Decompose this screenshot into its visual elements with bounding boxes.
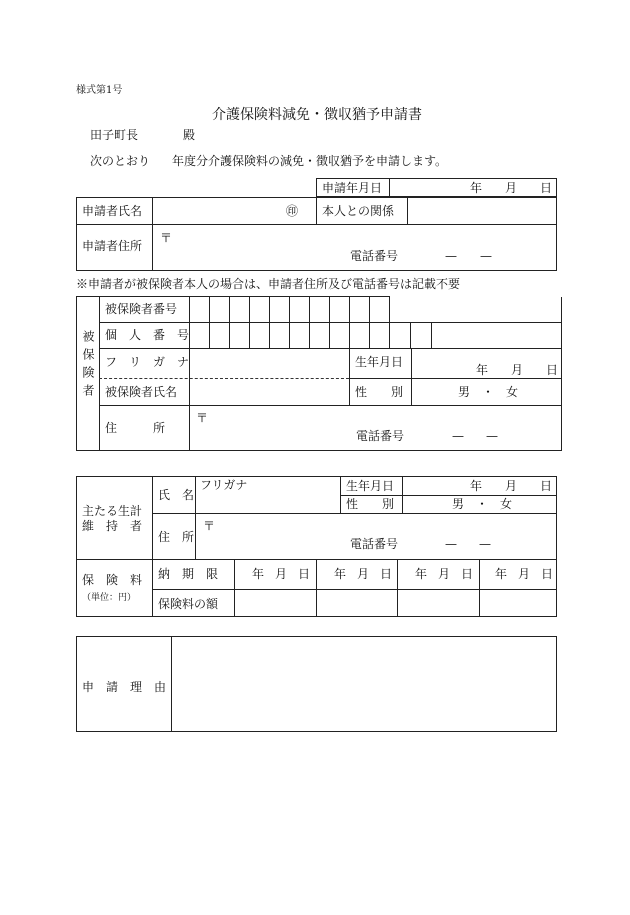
birth-year: 年	[476, 363, 489, 377]
supporter-gender-options[interactable]: 男 ・ 女	[452, 497, 513, 511]
phone-dash: —	[445, 537, 457, 551]
birth-day: 日	[546, 363, 559, 377]
premium-amount-field-1[interactable]	[236, 591, 314, 615]
application-date-field[interactable]	[392, 180, 554, 196]
insured-phone-label: 電話番号	[356, 429, 405, 443]
insured-birth-label: 生年月日	[355, 355, 404, 369]
form-title: 介護保険料減免・徴収猶予申請書	[212, 107, 422, 123]
supporter-birth-label: 生年月日	[346, 479, 395, 493]
due-month: 月	[518, 567, 531, 581]
insured-name-label: 被保険者氏名	[105, 385, 178, 399]
application-year: 年	[470, 181, 483, 195]
premium-amount-field-2[interactable]	[318, 591, 395, 615]
supporter-address-label: 住 所	[158, 530, 195, 544]
personal-number-field[interactable]	[191, 324, 429, 346]
birth-day: 日	[540, 479, 553, 493]
due-day: 日	[380, 567, 393, 581]
supporter-label-2: 維 持 者	[82, 519, 143, 533]
birth-month: 月	[511, 363, 524, 377]
insured-furigana-label: フ リ ガ ナ	[105, 355, 190, 369]
phone-dash: —	[445, 249, 457, 263]
applicant-address-label: 申請者住所	[82, 239, 143, 253]
application-day: 日	[540, 181, 553, 195]
supporter-name-field[interactable]	[198, 478, 338, 511]
honorific: 殿	[183, 128, 196, 142]
supporter-gender-label: 性 別	[346, 497, 395, 511]
supporter-phone-label: 電話番号	[350, 537, 399, 551]
phone-dash: —	[486, 429, 498, 443]
supporter-label-1: 主たる生計	[82, 504, 143, 518]
due-day: 日	[298, 567, 311, 581]
supporter-birth-field[interactable]	[405, 478, 555, 494]
note-text: ※申請者が被保険者本人の場合は、申請者住所及び電話番号は記載不要	[76, 277, 461, 291]
insured-gender-label: 性 別	[355, 385, 404, 399]
seal-mark: ㊞	[286, 204, 299, 218]
due-year: 年	[334, 567, 347, 581]
applicant-name-field[interactable]	[155, 199, 285, 222]
premium-amount-field-3[interactable]	[399, 591, 477, 615]
insured-number-label: 被保険者番号	[105, 302, 178, 316]
due-month: 月	[438, 567, 451, 581]
insured-birth-field[interactable]	[413, 350, 560, 376]
premium-amount-label: 保険料の額	[158, 597, 219, 611]
applicant-phone-label: 電話番号	[350, 249, 399, 263]
applicant-name-label: 申請者氏名	[82, 204, 143, 218]
insured-side-label: 被保険者	[81, 330, 95, 402]
insured-address-label: 住 所	[105, 421, 166, 435]
application-month: 月	[505, 181, 518, 195]
due-date-label: 納 期 限	[158, 567, 219, 581]
phone-dash: —	[480, 249, 492, 263]
postal-mark: 〒	[203, 519, 216, 533]
reason-label: 申 請 理 由	[82, 680, 167, 694]
insured-gender-options[interactable]: 男 ・ 女	[458, 385, 519, 399]
due-day: 日	[541, 567, 554, 581]
phone-dash: —	[479, 537, 491, 551]
intro-text: 年度分介護保険料の減免・徴収猶予を申請します。	[172, 154, 448, 168]
birth-month: 月	[505, 479, 518, 493]
due-month: 月	[357, 567, 370, 581]
personal-number-label: 個 人 番 号	[105, 328, 190, 342]
due-day: 日	[461, 567, 474, 581]
due-year: 年	[252, 567, 265, 581]
relation-field[interactable]	[410, 199, 555, 222]
due-year: 年	[415, 567, 428, 581]
intro-prefix: 次のとおり	[90, 154, 151, 168]
insured-furigana-field[interactable]	[191, 350, 347, 376]
postal-mark: 〒	[160, 231, 173, 245]
insured-number-field[interactable]	[191, 298, 387, 320]
form-number: 様式第1号	[76, 85, 123, 96]
insured-name-field[interactable]	[191, 380, 347, 403]
supporter-name-label: 氏 名	[158, 488, 195, 502]
phone-dash: —	[452, 429, 464, 443]
reason-field[interactable]	[174, 638, 555, 730]
relation-label: 本人との関係	[322, 204, 395, 218]
birth-year: 年	[470, 479, 483, 493]
addressee: 田子町長	[90, 128, 139, 142]
premium-label: 保 険 料	[82, 573, 143, 587]
premium-unit: （単位：円）	[82, 593, 137, 603]
due-year: 年	[495, 567, 508, 581]
premium-amount-field-4[interactable]	[481, 591, 555, 615]
due-month: 月	[275, 567, 288, 581]
postal-mark: 〒	[196, 411, 209, 425]
supporter-furigana: フリガナ	[200, 478, 248, 492]
application-date-label: 申請年月日	[322, 181, 383, 195]
